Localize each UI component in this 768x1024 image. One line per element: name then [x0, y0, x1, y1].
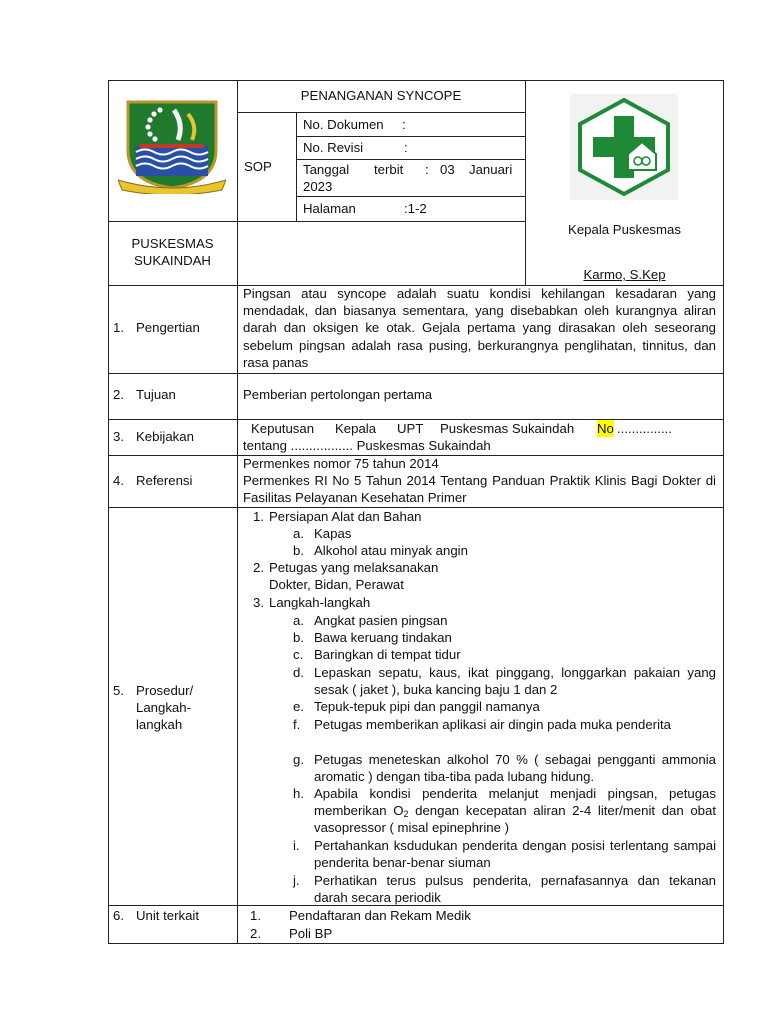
issue-date-label: Tanggal — [303, 162, 350, 177]
list-item: Petugas memberikan aplikasi air dingin pada muka penderita — [314, 717, 672, 732]
list-marker: g. — [293, 752, 304, 767]
group-number: 2. — [253, 560, 264, 575]
page-value: :1-2 — [404, 201, 427, 216]
group-number: 1. — [253, 509, 264, 524]
section-number: 6. — [113, 908, 124, 923]
kebijakan-line2: tentang ................. Puskesmas Sukaindah — [243, 438, 491, 453]
org-name-line1: PUSKESMAS — [131, 236, 214, 251]
list-marker: h. — [293, 786, 304, 801]
kebijakan-line1-c: UPT — [397, 421, 424, 436]
list-item: Kapas — [314, 526, 352, 541]
list-marker: d. — [293, 665, 304, 680]
list-item: Baringkan di tempat tidur — [314, 647, 461, 662]
kebijakan-line1-dots: ............... — [617, 421, 672, 436]
section-label-prosedur-3: langkah — [136, 717, 183, 732]
page-label: Halaman — [303, 201, 356, 216]
list-marker: j. — [293, 873, 300, 888]
issue-date-month: Januari — [469, 162, 513, 177]
list-marker: 2. — [250, 926, 261, 941]
pengertian-text: Pingsan atau syncope adalah suatu kondisi kehilangan kesadaran yang mendadak, dan biasanya sementara, yang disebabkan oleh kurangnya aliran darah dan oksigen ke otak. Gejala pertama yang dirasakan oleh seseorang sebelum pingsan adalah rasa pusing, berkurangnya penglihatan, tinnitus, dan rasa panas — [243, 286, 716, 370]
issue-date-day: 03 — [440, 162, 455, 177]
section-label-kebijakan: Kebijakan — [136, 429, 194, 444]
list-marker: i. — [293, 838, 300, 853]
doc-number-value: : — [402, 117, 406, 132]
list-marker: a. — [293, 613, 304, 628]
list-item: Petugas meneteskan alkohol 70 % ( sebagai pengganti ammonia aromatic ) dengan tiba-tiba pada lubang hidung. — [314, 752, 716, 785]
section-number: 3. — [113, 429, 124, 444]
list-marker: a. — [293, 526, 304, 541]
section-number: 5. — [113, 683, 124, 698]
group-title: Petugas yang melaksanakan — [269, 560, 439, 575]
list-item: Bawa keruang tindakan — [314, 630, 452, 645]
grid-line — [237, 285, 238, 944]
grid-line — [237, 80, 238, 285]
revision-value: : — [404, 140, 408, 155]
group-number: 3. — [253, 595, 264, 610]
list-marker: b. — [293, 543, 304, 558]
section-label-tujuan: Tujuan — [136, 387, 176, 402]
grid-line — [296, 112, 297, 221]
oxygen-text-a: Apabila kondisi penderita melanjut menjadi pingsan, petugas memberikan O — [314, 786, 716, 819]
list-item: Pertahankan ksdudukan penderita dengan posisi terlentang sampai penderita benar-benar siuman — [314, 838, 716, 871]
list-marker: f. — [293, 717, 301, 732]
oxygen-subscript: 2 — [403, 809, 409, 820]
grid-line — [237, 112, 526, 113]
section-label-prosedur: Prosedur/ — [136, 683, 194, 698]
list-item-oxygen — [314, 785, 716, 837]
list-marker: 1. — [250, 908, 261, 923]
section-label-referensi: Referensi — [136, 473, 193, 488]
list-item: Perhatikan terus pulsus penderita, pernafasannya dan tekanan darah secara periodik — [314, 873, 716, 906]
group-title: Langkah-langkah — [269, 595, 371, 610]
list-item: Lepaskan sepatu, kaus, ikat pinggang, longgarkan pakaian yang sesak ( jaket ), buka kancing baju 1 dan 2 — [314, 665, 716, 698]
doc-number-label: No. Dokumen — [303, 117, 384, 132]
tujuan-text: Pemberian pertolongan pertama — [243, 387, 433, 402]
section-number: 4. — [113, 473, 124, 488]
document-title: PENANGANAN SYNCOPE — [300, 88, 462, 103]
grid-line — [296, 136, 526, 137]
kebijakan-highlight-no: No — [597, 421, 614, 436]
issue-date-colon: : — [425, 162, 429, 177]
grid-line — [525, 80, 526, 285]
referensi-line2: Permenkes RI No 5 Tahun 2014 Tentang Panduan Praktik Klinis Bagi Dokter di Fasilitas Pelayanan Kesehatan Primer — [243, 473, 716, 506]
grid-line — [108, 373, 724, 374]
sop-label: SOP — [244, 159, 272, 174]
grid-line — [296, 196, 526, 197]
list-item: Tepuk-tepuk pipi dan panggil namanya — [314, 699, 540, 714]
section-label-unit: Unit terkait — [136, 908, 200, 923]
section-label-pengertian: Pengertian — [136, 320, 200, 335]
head-name: Karmo, S.Kep — [583, 267, 666, 282]
grid-line — [108, 221, 526, 222]
kebijakan-line1-b: Kepala — [335, 421, 377, 436]
revision-label: No. Revisi — [303, 140, 364, 155]
list-marker: e. — [293, 699, 304, 714]
group-title: Persiapan Alat dan Bahan — [269, 509, 422, 524]
grid-line — [296, 159, 526, 160]
head-title: Kepala Puskesmas — [568, 222, 681, 237]
issue-date-year: 2023 — [303, 179, 333, 194]
referensi-line1: Permenkes nomor 75 tahun 2014 — [243, 456, 439, 471]
list-item: Pendaftaran dan Rekam Medik — [289, 908, 471, 923]
list-marker: c. — [293, 647, 304, 662]
list-item: Poli BP — [289, 926, 333, 941]
issue-date-label-2: terbit — [374, 162, 404, 177]
section-number: 1. — [113, 320, 124, 335]
org-name-line2: SUKAINDAH — [134, 253, 211, 268]
kebijakan-line1-a: Keputusan — [251, 421, 315, 436]
group-subtitle: Dokter, Bidan, Perawat — [269, 577, 404, 592]
regional-emblem-logo — [118, 96, 226, 194]
section-label-prosedur-2: Langkah- — [136, 700, 191, 715]
list-item: Angkat pasien pingsan — [314, 613, 448, 628]
list-item: Alkohol atau minyak angin — [314, 543, 468, 558]
puskesmas-logo — [570, 94, 678, 200]
list-marker: b. — [293, 630, 304, 645]
oxygen-text-b: dengan kecepatan aliran 2-4 liter/menit dan obat vasopressor ( misal epinephrine ) — [314, 803, 717, 836]
kebijakan-line1-d: Puskesmas Sukaindah — [440, 421, 575, 436]
section-number: 2. — [113, 387, 124, 402]
